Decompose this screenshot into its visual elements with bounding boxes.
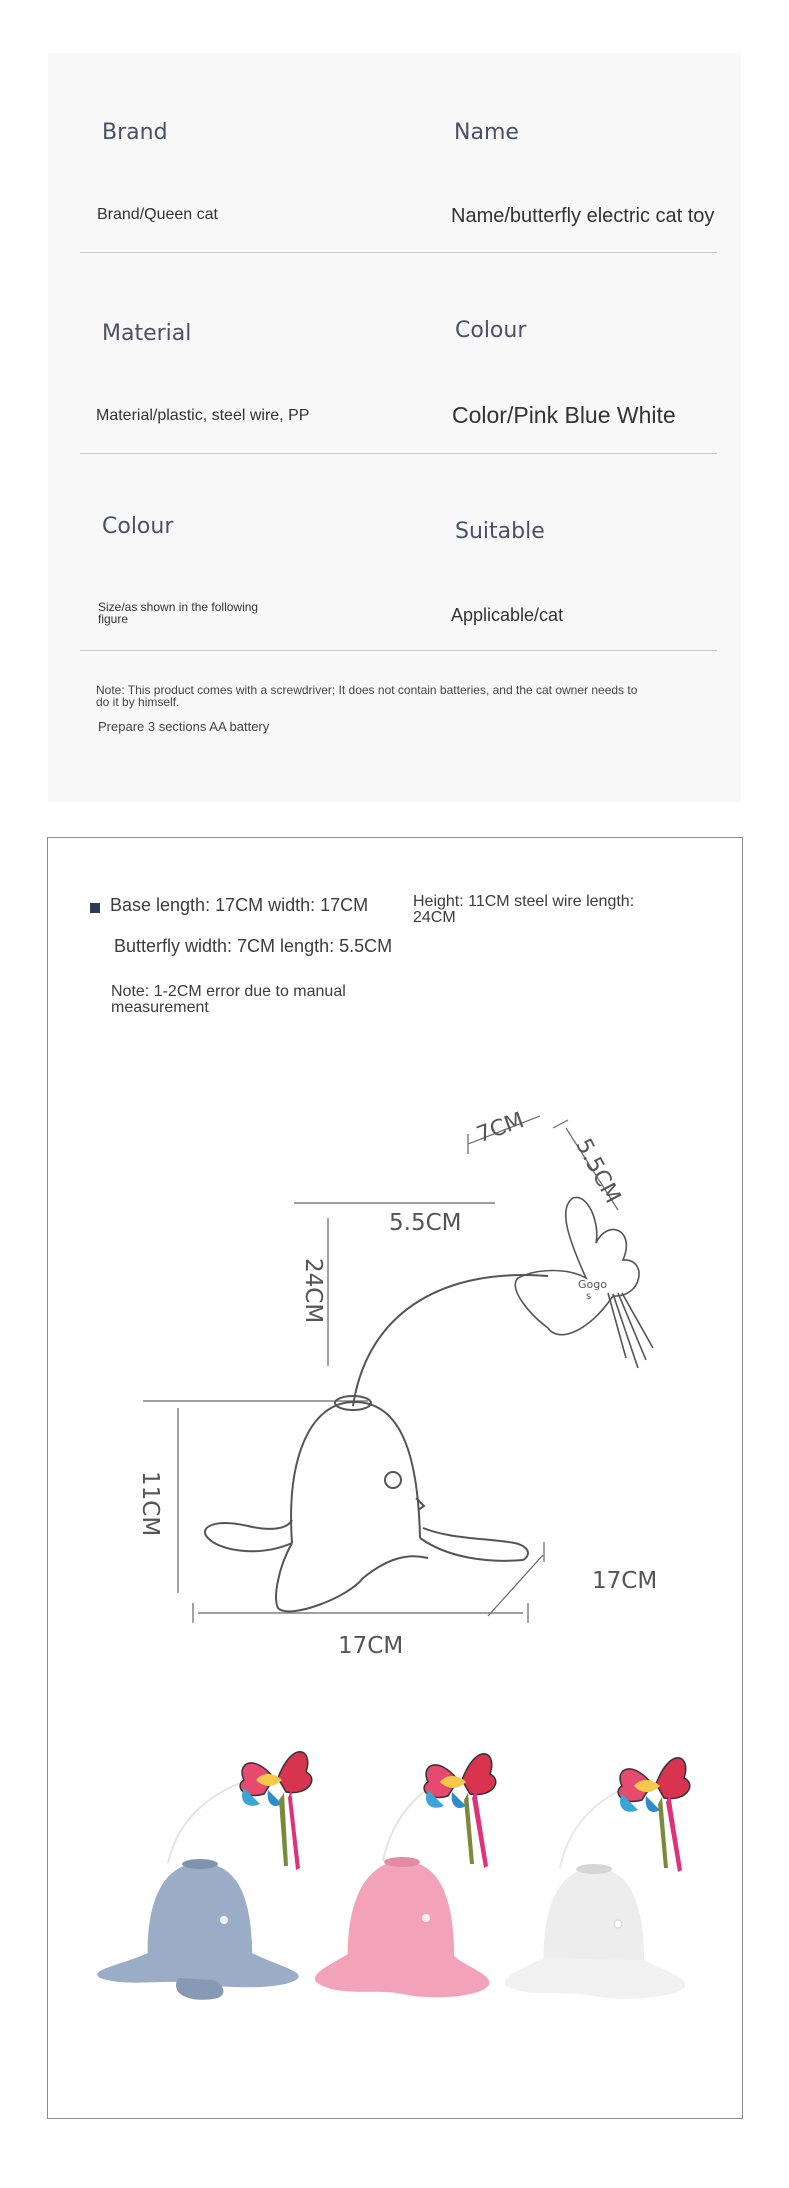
label-17cm-bottom: 17CM [338,1633,404,1659]
colour-value: Color/Pink Blue White [452,402,676,428]
pink-variant [315,1754,496,1998]
toy-outline [205,1275,548,1611]
size-label: Colour [102,514,174,539]
blue-variant [97,1752,311,2000]
blue-dome [148,1863,253,1968]
white-dome [544,1868,645,1973]
divider [80,453,717,454]
suitable-value: Applicable/cat [451,605,564,625]
label-11cm: 11CM [137,1471,163,1537]
label-17cm-right: 17CM [592,1568,658,1594]
colour-label: Colour [455,318,527,343]
product-color-variants [48,1698,742,2028]
brand-value: Brand/Queen cat [97,206,218,223]
dimension-panel [47,837,743,2119]
dim-line-17cm-right [488,1555,543,1616]
brand-label: Brand [102,120,168,145]
material-value: Material/plastic, steel wire, PP [96,407,310,424]
base-dimensions: Base length: 17CM width: 17CM [110,895,369,915]
butterfly-mark: Gogo [578,1278,607,1291]
measurement-note: Note: 1-2CM error due to manual measurement [111,983,346,1016]
label-7cm: 7CM [473,1107,528,1148]
name-value: Name/butterfly electric cat toy [451,205,715,227]
butterfly-dimensions: Butterfly width: 7CM length: 5.5CM [114,936,393,956]
divider [80,650,717,651]
height-dimensions: Height: 11CM steel wire length: 24CM [413,893,635,926]
suitable-label: Suitable [455,519,545,544]
label-55cm-diag: 5.5CM [570,1134,626,1208]
name-label: Name [454,120,519,145]
pink-dome [348,1861,455,1970]
divider [80,252,717,253]
battery-note: Prepare 3 sections AA battery [98,719,270,734]
note-text: Note: This product comes with a screwdriver; It does not contain batteries, and the cat owner needs to do it by himself. [96,683,638,709]
label-55cm: 5.5CM [389,1210,462,1236]
label-24cm: 24CM [300,1258,326,1324]
size-value: Size/as shown in the following figure [98,600,259,626]
white-variant [505,1758,690,1999]
spec-card [48,53,741,802]
butterfly-mark-s: s [586,1291,592,1302]
material-label: Material [102,321,192,346]
